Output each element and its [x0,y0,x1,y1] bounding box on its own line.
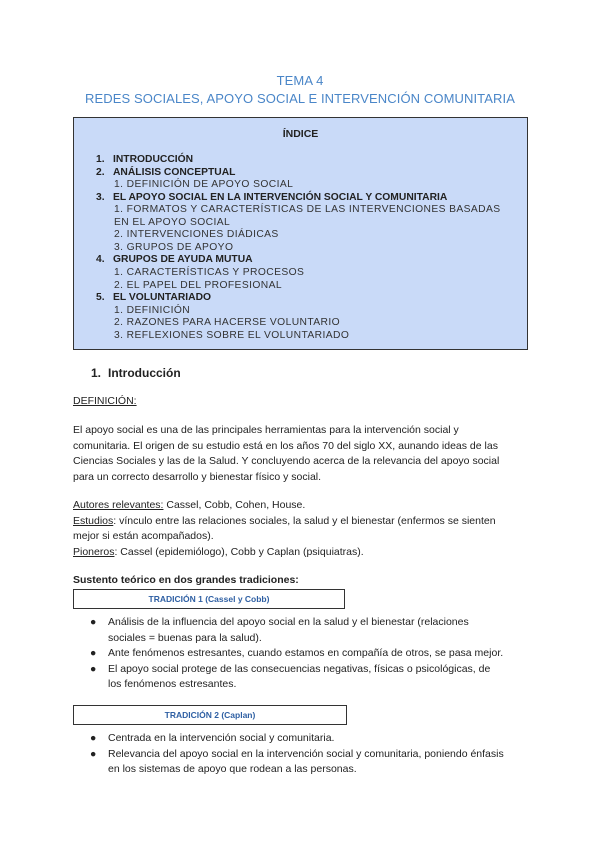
index-item-text: 1. DEFINICIÓN DE APOYO SOCIAL [114,179,294,191]
index-sub-item [114,267,304,280]
bullet-text: los fenómenos estresantes. [108,678,237,690]
index-main-item [96,154,193,167]
index-sub-item [114,179,293,192]
index-item-text: 2. RAZONES PARA HACERSE VOLUNTARIO [114,317,341,329]
index-sub-item [114,317,340,330]
bullet-text: El apoyo social protege de las consecuencias negativas, físicas o psicológicas, de [108,662,491,675]
index-sub-item [114,280,282,293]
tradicion-1-box: TRADICIÓN 1 (Cassel y Cobb) [73,589,345,609]
pioneros-line [73,545,364,561]
tema-number: TEMA 4 [276,73,324,88]
index-sub-item [114,330,349,343]
bullet-dot: ● [90,732,97,744]
bullet-dot: ● [90,662,97,675]
estudios-label: Estudios [73,514,114,527]
index-item-number: 4. [96,254,105,266]
index-item-text: 2. INTERVENCIONES DIÁDICAS [114,229,279,241]
index-main-item [96,167,235,180]
index-item-text: 1. FORMATOS Y CARACTERÍSTICAS DE LAS INTERVENCIONES BASADAS [114,204,501,216]
bullet-text: Relevancia del apoyo social en la intervención social y comunitaria, poniendo énfasis [108,747,504,760]
estudios-continuation: mejor si están acompañados). [73,530,214,542]
bullet-text: Centrada en la intervención social y comunitaria. [108,732,335,744]
bullet-text: en los sistemas de apoyo que rodean a las personas. [108,763,357,775]
bullet-text: Análisis de la influencia del apoyo social en la salud y el bienestar (relaciones [108,616,469,628]
bullet-dot: ● [90,616,97,628]
pioneros-label: Pioneros [73,545,115,558]
index-box [73,117,528,350]
tradicion-2-box: TRADICIÓN 2 (Caplan) [73,705,347,725]
index-item-text: EL VOLUNTARIADO [113,292,212,304]
index-sub-item [114,229,279,242]
index-item-text: EL APOYO SOCIAL EN LA INTERVENCIÓN SOCIAL Y COMUNITARIA [113,191,448,203]
index-item-text: INTRODUCCIÓN [113,154,194,165]
estudios-line [73,514,496,530]
autores-label: Autores relevantes: [73,499,164,511]
bullet-text: sociales = buenas para la salud). [108,631,262,644]
index-title: ÍNDICE [282,128,319,140]
index-item-text: 3. GRUPOS DE APOYO [114,241,234,253]
definition-label: DEFINICIÓN: [73,395,137,407]
index-sub-item [114,305,190,318]
index-item-number: 3. [96,191,105,203]
section-heading [91,366,181,380]
index-item-number: 2. [96,166,105,178]
section-number: 1. [91,366,102,380]
bullet-text: Ante fenómenos estresantes, cuando estamos en compañía de otros, se pasa mejor. [108,647,504,659]
autores-line [73,498,305,514]
index-item-text: ANÁLISIS CONCEPTUAL [113,166,236,178]
document-title: REDES SOCIALES, APOYO SOCIAL E INTERVENCIÓN COMUNITARIA [84,91,516,106]
paragraph-line: comunitaria. El origen de su estudio está en los años 70 del siglo XX, aunando ideas de las [73,439,498,452]
index-item-text: EN EL APOYO SOCIAL [114,216,231,228]
pioneros-text: : Cassel (epidemiólogo), Cobb y Caplan (psiquiatras). [114,545,364,558]
sustento-heading: Sustento teórico en dos grandes tradiciones: [73,574,299,586]
section-title: Introducción [108,366,181,380]
index-sub-item [114,242,233,255]
paragraph-line: Ciencias Sociales y las de la Salud. Y concluyendo acerca de la relevancia del apoyo social [73,455,500,467]
index-item-text: GRUPOS DE AYUDA MUTUA [113,254,253,266]
index-item-text: 2. EL PAPEL DEL PROFESIONAL [114,279,282,291]
index-sub-item [114,217,230,230]
paragraph-line: El apoyo social es una de las principales herramientas para la intervención social y [73,424,459,436]
index-item-text: 3. REFLEXIONES SOBRE EL VOLUNTARIADO [114,329,350,341]
index-item-number: 1. [96,154,105,165]
bullet-dot: ● [90,747,97,760]
index-sub-item [114,204,501,217]
index-main-item [96,292,211,305]
estudios-text: : vínculo entre las relaciones sociales, la salud y el bienestar (enfermos se sienten [113,514,496,527]
autores-text: Cassel, Cobb, Cohen, House. [163,499,306,511]
index-item-text: 1. CARACTERÍSTICAS Y PROCESOS [114,266,305,278]
index-main-item [96,254,253,267]
paragraph-line: para un correcto desarrollo y bienestar físico y social. [73,470,322,483]
index-item-number: 5. [96,292,105,304]
index-main-item [96,192,447,205]
bullet-dot: ● [90,647,97,659]
index-item-text: 1. DEFINICIÓN [114,304,191,316]
